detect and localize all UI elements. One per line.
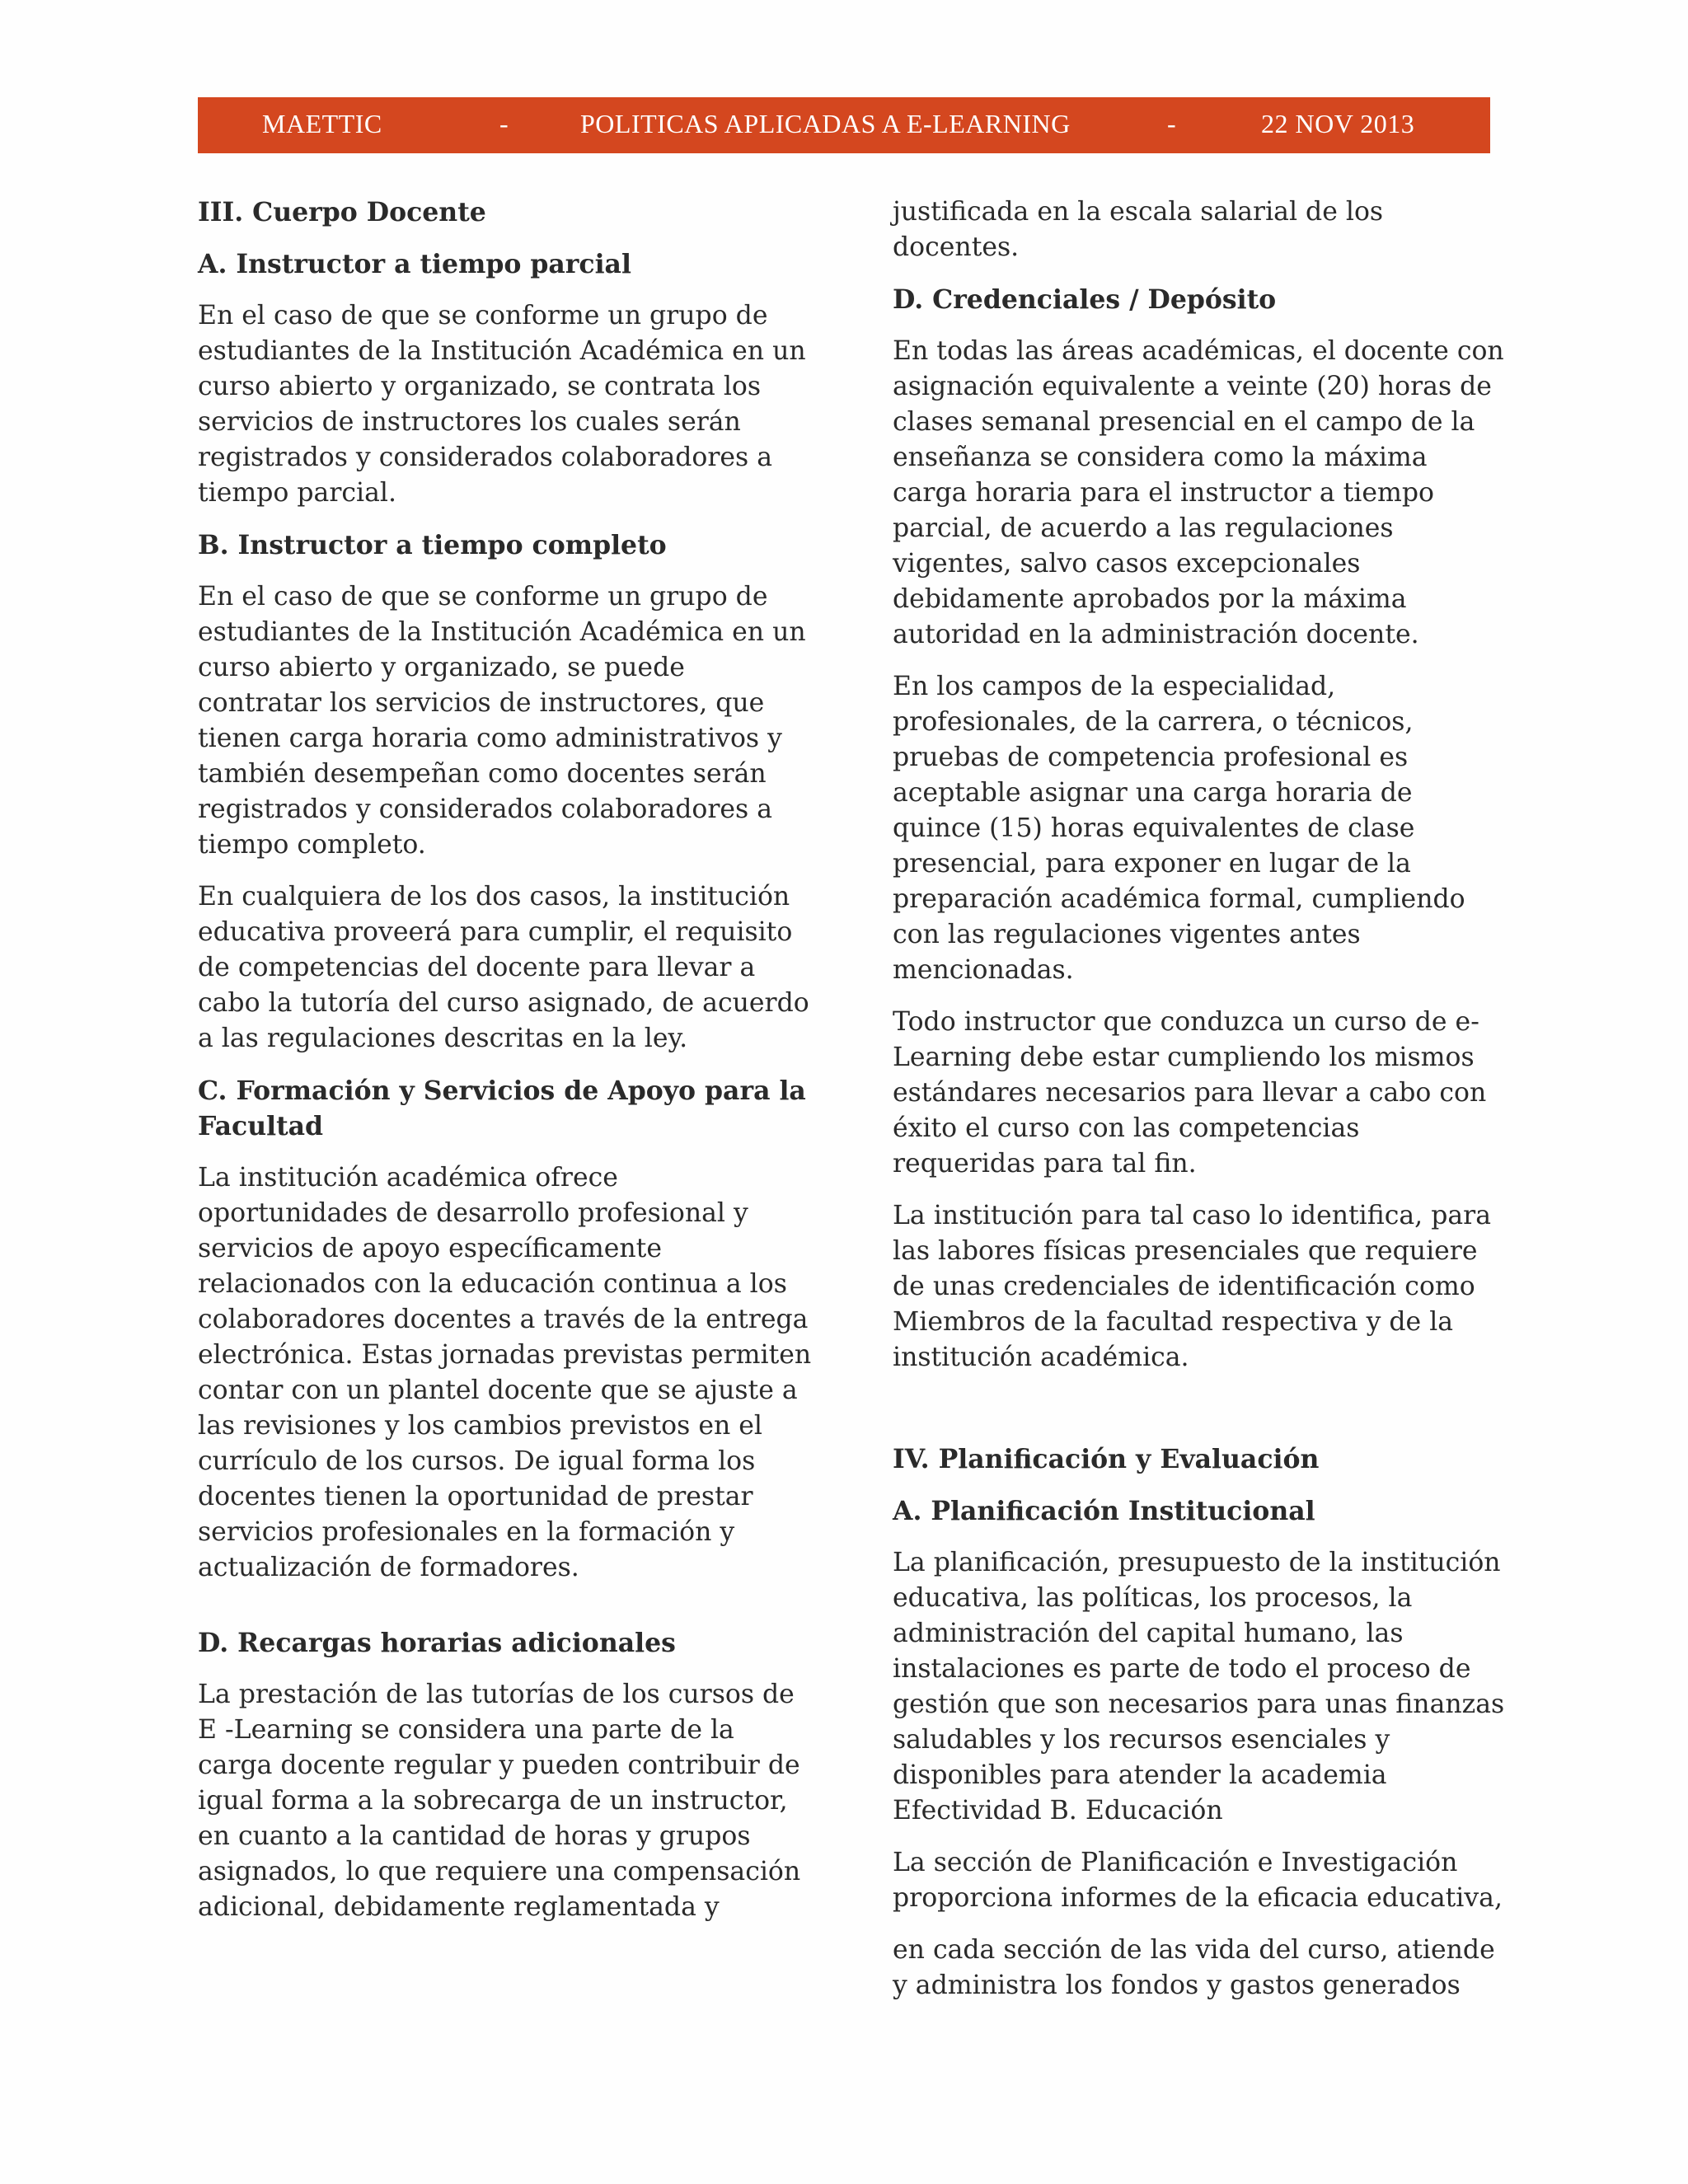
header-separator: -: [1167, 109, 1177, 138]
paragraph: justificada en la escala salarial de los docentes.: [893, 197, 1384, 262]
subsection-heading: C. Formación y Servicios de Apoyo para la Facultad: [198, 1076, 806, 1141]
paragraph: La planificación, presupuesto de la institución educativa, las políticas, los procesos, la administración del capital humano, las instalaciones es parte de todo el proceso de gestión que son necesarios para unas finanzas saludables y los recursos esenciales y disponibles para atender la academia Efectividad B. Educación: [893, 1548, 1505, 1825]
paragraph: Todo instructor que conduzca un curso de e-Learning debe estar cumpliendo los mismos estándares necesarios para llevar a cabo con éxito el curso con las competencias requeridas para tal fin.: [893, 1007, 1487, 1179]
paragraph: En el caso de que se conforme un grupo de estudiantes de la Institución Académica en un curso abierto y organizado, se puede contratar los servicios de instructores, que tienen carga horaria como administrativos y también desempeñan como docentes serán registrados y considerados colaboradores a tiempo completo.: [198, 582, 806, 860]
paragraph: La institución para tal caso lo identifica, para las labores físicas presenciales que requiere de unas credenciales de identificación como Miembros de la facultad respectiva y de la institución académica.: [893, 1201, 1491, 1372]
header-bar: [198, 97, 1490, 153]
header-separator: -: [499, 109, 509, 138]
header-date: 22 NOV 2013: [1261, 109, 1415, 138]
paragraph: La institución académica ofrece oportunidades de desarrollo profesional y servicios de apoyo específicamente relacionados con la educación continua a los colaboradores docentes a través de la entrega electrónica. Estas jornadas previstas permiten contar con un plantel docente que se ajuste a las revisiones y los cambios previstos en el currículo de los cursos. De igual forma los docentes tienen la oportunidad de prestar servicios profesionales en la formación y actualización de formadores.: [198, 1163, 812, 1582]
subsection-heading: A. Planificación Institucional: [893, 1496, 1315, 1526]
subsection-heading: A. Instructor a tiempo parcial: [198, 249, 631, 279]
paragraph: En todas las áreas académicas, el docente con asignación equivalente a veinte (20) horas de clases semanal presencial en el campo de la enseñanza se considera como la máxima carga horaria para el instructor a tiempo parcial, de acuerdo a las regulaciones vigentes, salvo casos excepcionales debidamente aprobados por la máxima autoridad en la administración docente.: [893, 336, 1504, 649]
subsection-heading: D. Recargas horarias adicionales: [198, 1628, 676, 1658]
right-column: [893, 194, 1507, 2020]
paragraph: En el caso de que se conforme un grupo de estudiantes de la Institución Académica en un curso abierto y organizado, se contrata los servicios de instructores los cuales serán registrados y considerados colaboradores a tiempo parcial.: [198, 301, 806, 508]
paragraph: La prestación de las tutorías de los cursos de E -Learning se considera una parte de la carga docente regular y pueden contribuir de igual forma a la sobrecarga de un instructor, en cuanto a la cantidad de horas y grupos asignados, lo que requiere una compensación adicional, debidamente reglamentada y: [198, 1680, 801, 1922]
header-left-title: MAETTIC: [262, 109, 382, 138]
header-document-title: POLITICAS APLICADAS A E-LEARNING: [580, 109, 1071, 138]
paragraph: En cualquiera de los dos casos, la institución educativa proveerá para cumplir, el requisito de competencias del docente para llevar a cabo la tutoría del curso asignado, de acuerdo a las regulaciones descritas en la ley.: [198, 882, 809, 1053]
left-column: [198, 194, 812, 1942]
subsection-heading: D. Credenciales / Depósito: [893, 284, 1277, 315]
paragraph: En los campos de la especialidad, profesionales, de la carrera, o técnicos, pruebas de competencia profesional es aceptable asignar una carga horaria de quince (15) horas equivalentes de clase presencial, para exponer en lugar de la preparación académica formal, cumpliendo con las regulaciones vigentes antes mencionadas.: [893, 672, 1465, 985]
section-heading: III. Cuerpo Docente: [198, 197, 486, 227]
subsection-heading: B. Instructor a tiempo completo: [198, 530, 667, 560]
paragraph: en cada sección de las vida del curso, atiende y administra los fondos y gastos generados: [893, 1935, 1495, 2000]
section-heading: IV. Planificación y Evaluación: [893, 1444, 1320, 1474]
paragraph: La sección de Planificación e Investigación proporciona informes de la eficacia educativa,: [893, 1848, 1503, 1913]
